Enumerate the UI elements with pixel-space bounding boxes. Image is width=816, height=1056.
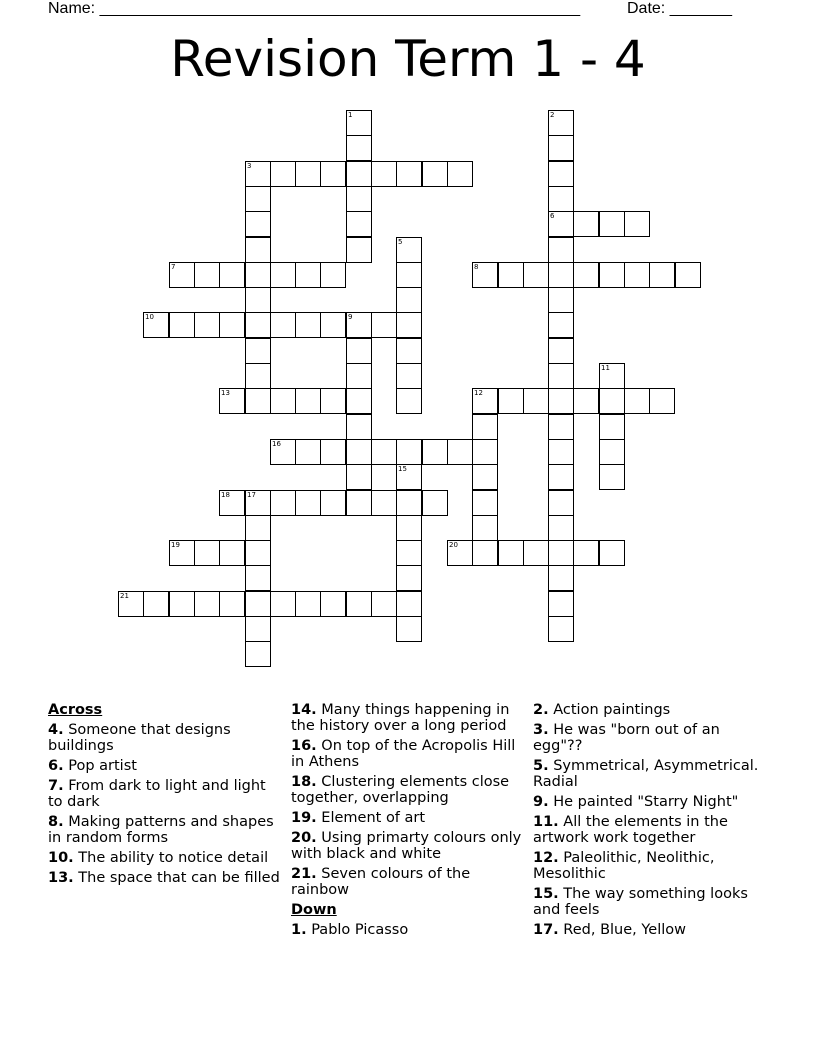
grid-cell[interactable] bbox=[548, 464, 574, 490]
grid-cell[interactable] bbox=[320, 312, 346, 338]
grid-cell[interactable] bbox=[219, 388, 245, 414]
grid-cell[interactable] bbox=[396, 363, 422, 389]
grid-cell[interactable] bbox=[295, 262, 321, 288]
grid-cell[interactable] bbox=[270, 262, 296, 288]
clue-item bbox=[48, 778, 284, 810]
grid-cell[interactable] bbox=[346, 388, 372, 414]
grid-cell[interactable] bbox=[270, 439, 296, 465]
clue-item bbox=[48, 814, 284, 846]
grid-cell[interactable] bbox=[219, 540, 245, 566]
grid-cell[interactable] bbox=[346, 439, 372, 465]
clue-number: 9 bbox=[348, 313, 353, 321]
grid-cell[interactable] bbox=[396, 338, 422, 364]
grid-cell[interactable] bbox=[245, 388, 271, 414]
grid-cell[interactable] bbox=[447, 439, 473, 465]
clue-item-text: The way something looks and feels bbox=[533, 886, 748, 918]
grid-cell[interactable] bbox=[245, 641, 271, 667]
grid-cell[interactable] bbox=[422, 161, 448, 187]
grid-cell[interactable] bbox=[346, 186, 372, 212]
grid-cell[interactable] bbox=[346, 161, 372, 187]
clue-number: 5 bbox=[398, 238, 403, 246]
clue-number: 17 bbox=[247, 491, 256, 499]
clue-item-number: 14. bbox=[291, 702, 317, 718]
clue-item bbox=[533, 794, 769, 810]
grid-cell[interactable] bbox=[548, 515, 574, 541]
grid-cell[interactable] bbox=[245, 211, 271, 237]
grid-cell[interactable] bbox=[472, 464, 498, 490]
grid-cell[interactable] bbox=[346, 110, 372, 136]
clue-item bbox=[48, 758, 284, 774]
grid-cell[interactable] bbox=[295, 439, 321, 465]
grid-cell[interactable] bbox=[270, 490, 296, 516]
grid-cell[interactable] bbox=[371, 439, 397, 465]
grid-cell[interactable] bbox=[548, 414, 574, 440]
grid-cell[interactable] bbox=[599, 211, 625, 237]
grid-cell[interactable] bbox=[396, 490, 422, 516]
clue-number: 18 bbox=[221, 491, 230, 499]
grid-cell[interactable] bbox=[346, 237, 372, 263]
clue-item-number: 21. bbox=[291, 866, 317, 882]
grid-cell[interactable] bbox=[599, 363, 625, 389]
grid-cell[interactable] bbox=[396, 262, 422, 288]
grid-cell[interactable] bbox=[245, 363, 271, 389]
grid-cell[interactable] bbox=[245, 591, 271, 617]
grid-cell[interactable] bbox=[245, 515, 271, 541]
grid-cell[interactable] bbox=[548, 540, 574, 566]
grid-cell[interactable] bbox=[548, 591, 574, 617]
grid-cell[interactable] bbox=[396, 312, 422, 338]
grid-cell[interactable] bbox=[270, 591, 296, 617]
grid-cell[interactable] bbox=[447, 161, 473, 187]
grid-cell[interactable] bbox=[320, 490, 346, 516]
clue-item-number: 11. bbox=[533, 814, 559, 830]
grid-cell[interactable] bbox=[548, 110, 574, 136]
grid-cell[interactable] bbox=[245, 186, 271, 212]
grid-cell[interactable] bbox=[396, 565, 422, 591]
grid-cell[interactable] bbox=[219, 490, 245, 516]
clue-number: 13 bbox=[221, 389, 230, 397]
clue-item bbox=[533, 922, 769, 938]
page-title: Revision Term 1 - 4 bbox=[170, 30, 646, 88]
grid-cell[interactable] bbox=[371, 490, 397, 516]
clue-number: 1 bbox=[348, 111, 353, 119]
clue-item-number: 20. bbox=[291, 830, 317, 846]
clue-item bbox=[291, 922, 527, 938]
grid-cell[interactable] bbox=[396, 616, 422, 642]
clue-item-number: 13. bbox=[48, 870, 74, 886]
grid-cell[interactable] bbox=[396, 287, 422, 313]
clue-item-text: Element of art bbox=[316, 810, 426, 826]
grid-cell[interactable] bbox=[548, 363, 574, 389]
clue-item-text: Many things happening in the history over a long period bbox=[291, 702, 510, 734]
grid-cell[interactable] bbox=[624, 388, 650, 414]
grid-cell[interactable] bbox=[143, 591, 169, 617]
grid-cell[interactable] bbox=[548, 388, 574, 414]
across-heading: Across bbox=[48, 702, 103, 718]
grid-cell[interactable] bbox=[396, 591, 422, 617]
clue-item bbox=[533, 814, 769, 846]
clue-item-number: 3. bbox=[533, 722, 549, 738]
clues-column-2 bbox=[291, 702, 527, 942]
clue-item-text: The space that can be filled bbox=[73, 870, 280, 886]
clue-item bbox=[291, 810, 527, 826]
grid-cell[interactable] bbox=[245, 262, 271, 288]
grid-cell[interactable] bbox=[396, 388, 422, 414]
clue-item-text: He was "born out of an egg"?? bbox=[533, 722, 720, 754]
grid-cell[interactable] bbox=[472, 262, 498, 288]
grid-cell[interactable] bbox=[548, 565, 574, 591]
clue-item-text: Using primarty colours only with black and white bbox=[291, 830, 522, 862]
grid-cell[interactable] bbox=[295, 388, 321, 414]
clue-item-text: Clustering elements close together, overlapping bbox=[291, 774, 510, 806]
grid-cell[interactable] bbox=[346, 591, 372, 617]
grid-cell[interactable] bbox=[194, 540, 220, 566]
grid-cell[interactable] bbox=[498, 540, 524, 566]
grid-cell[interactable] bbox=[270, 312, 296, 338]
clue-item-number: 12. bbox=[533, 850, 559, 866]
grid-cell[interactable] bbox=[346, 338, 372, 364]
grid-cell[interactable] bbox=[118, 591, 144, 617]
clue-item-text: The ability to notice detail bbox=[73, 850, 269, 866]
clue-item-text: Pop artist bbox=[63, 758, 137, 774]
grid-cell[interactable] bbox=[245, 490, 271, 516]
grid-cell[interactable] bbox=[169, 540, 195, 566]
grid-cell[interactable] bbox=[548, 287, 574, 313]
clue-item-text: He painted "Starry Night" bbox=[548, 794, 739, 810]
clue-item-number: 19. bbox=[291, 810, 317, 826]
grid-cell[interactable] bbox=[270, 161, 296, 187]
clue-number: 21 bbox=[120, 592, 129, 600]
grid-cell[interactable] bbox=[548, 439, 574, 465]
clue-item bbox=[291, 830, 527, 862]
clue-number: 3 bbox=[247, 162, 252, 170]
grid-cell[interactable] bbox=[295, 312, 321, 338]
clue-item-text: Action paintings bbox=[548, 702, 671, 718]
clue-item bbox=[533, 886, 769, 918]
grid-cell[interactable] bbox=[548, 135, 574, 161]
clue-item bbox=[533, 722, 769, 754]
clue-number: 15 bbox=[398, 465, 407, 473]
clue-item-number: 18. bbox=[291, 774, 317, 790]
clues-column-3 bbox=[533, 702, 769, 942]
grid-cell[interactable] bbox=[472, 388, 498, 414]
clue-item bbox=[48, 722, 284, 754]
grid-cell[interactable] bbox=[548, 338, 574, 364]
grid-cell[interactable] bbox=[245, 616, 271, 642]
grid-cell[interactable] bbox=[396, 464, 422, 490]
grid-cell[interactable] bbox=[396, 439, 422, 465]
clue-item-text: Pablo Picasso bbox=[306, 922, 409, 938]
clue-item-text: Seven colours of the rainbow bbox=[291, 866, 471, 898]
grid-cell[interactable] bbox=[245, 237, 271, 263]
name-field-line[interactable]: Name: ______________________________________________________ bbox=[48, 0, 581, 17]
grid-cell[interactable] bbox=[219, 312, 245, 338]
grid-cell[interactable] bbox=[548, 262, 574, 288]
clue-item bbox=[291, 866, 527, 898]
grid-cell[interactable] bbox=[245, 338, 271, 364]
grid-cell[interactable] bbox=[498, 262, 524, 288]
clue-item-number: 1. bbox=[291, 922, 307, 938]
clue-item-number: 15. bbox=[533, 886, 559, 902]
clue-item-text: All the elements in the artwork work together bbox=[533, 814, 728, 846]
grid-cell[interactable] bbox=[649, 388, 675, 414]
grid-cell[interactable] bbox=[346, 464, 372, 490]
clues-column-1 bbox=[48, 702, 284, 890]
clue-number: 16 bbox=[272, 440, 281, 448]
grid-cell[interactable] bbox=[346, 211, 372, 237]
clue-item-number: 2. bbox=[533, 702, 549, 718]
grid-cell[interactable] bbox=[523, 540, 549, 566]
clue-item-number: 10. bbox=[48, 850, 74, 866]
grid-cell[interactable] bbox=[523, 262, 549, 288]
clue-item-number: 7. bbox=[48, 778, 64, 794]
clue-item-text: Paleolithic, Neolithic, Mesolithic bbox=[533, 850, 715, 882]
clue-item-text: Making patterns and shapes in random forms bbox=[48, 814, 274, 846]
grid-cell[interactable] bbox=[573, 388, 599, 414]
grid-cell[interactable] bbox=[548, 312, 574, 338]
grid-cell[interactable] bbox=[422, 439, 448, 465]
grid-cell[interactable] bbox=[599, 262, 625, 288]
grid-cell[interactable] bbox=[422, 490, 448, 516]
grid-cell[interactable] bbox=[346, 414, 372, 440]
grid-cell[interactable] bbox=[245, 565, 271, 591]
clue-item-text: Symmetrical, Asymmetrical. Radial bbox=[533, 758, 759, 790]
grid-cell[interactable] bbox=[371, 312, 397, 338]
clue-item-number: 8. bbox=[48, 814, 64, 830]
grid-cell[interactable] bbox=[548, 186, 574, 212]
grid-cell[interactable] bbox=[599, 414, 625, 440]
grid-cell[interactable] bbox=[346, 312, 372, 338]
grid-cell[interactable] bbox=[143, 312, 169, 338]
grid-cell[interactable] bbox=[396, 161, 422, 187]
clue-item bbox=[533, 758, 769, 790]
grid-cell[interactable] bbox=[498, 388, 524, 414]
grid-cell[interactable] bbox=[624, 262, 650, 288]
grid-cell[interactable] bbox=[295, 490, 321, 516]
grid-cell[interactable] bbox=[270, 388, 296, 414]
grid-cell[interactable] bbox=[573, 540, 599, 566]
clue-item bbox=[533, 702, 769, 718]
grid-cell[interactable] bbox=[295, 591, 321, 617]
grid-cell[interactable] bbox=[649, 262, 675, 288]
grid-cell[interactable] bbox=[599, 388, 625, 414]
clue-item-number: 5. bbox=[533, 758, 549, 774]
clue-number: 11 bbox=[601, 364, 610, 372]
grid-cell[interactable] bbox=[396, 515, 422, 541]
grid-cell[interactable] bbox=[396, 540, 422, 566]
clue-number: 19 bbox=[171, 541, 180, 549]
clue-item bbox=[291, 702, 527, 734]
clue-item-text: On top of the Acropolis Hill in Athens bbox=[291, 738, 516, 770]
clue-item-text: Red, Blue, Yellow bbox=[558, 922, 687, 938]
grid-cell[interactable] bbox=[472, 414, 498, 440]
grid-cell[interactable] bbox=[320, 161, 346, 187]
grid-cell[interactable] bbox=[245, 287, 271, 313]
grid-cell[interactable] bbox=[194, 262, 220, 288]
grid-cell[interactable] bbox=[320, 439, 346, 465]
grid-cell[interactable] bbox=[320, 388, 346, 414]
grid-cell[interactable] bbox=[472, 540, 498, 566]
grid-cell[interactable] bbox=[245, 312, 271, 338]
grid-cell[interactable] bbox=[548, 616, 574, 642]
grid-cell[interactable] bbox=[194, 591, 220, 617]
clue-item bbox=[533, 850, 769, 882]
grid-cell[interactable] bbox=[523, 388, 549, 414]
clue-item bbox=[48, 870, 284, 886]
grid-cell[interactable] bbox=[573, 262, 599, 288]
clue-item-number: 9. bbox=[533, 794, 549, 810]
grid-cell[interactable] bbox=[675, 262, 701, 288]
grid-cell[interactable] bbox=[548, 211, 574, 237]
grid-cell[interactable] bbox=[245, 540, 271, 566]
grid-cell[interactable] bbox=[219, 262, 245, 288]
clue-item-text: Someone that designs buildings bbox=[48, 722, 231, 754]
grid-cell[interactable] bbox=[169, 312, 195, 338]
grid-cell[interactable] bbox=[624, 211, 650, 237]
clue-number: 7 bbox=[171, 263, 176, 271]
grid-cell[interactable] bbox=[346, 363, 372, 389]
grid-cell[interactable] bbox=[472, 490, 498, 516]
grid-cell[interactable] bbox=[599, 540, 625, 566]
clue-item-number: 6. bbox=[48, 758, 64, 774]
clue-item bbox=[48, 850, 284, 866]
grid-cell[interactable] bbox=[396, 237, 422, 263]
grid-cell[interactable] bbox=[548, 161, 574, 187]
date-field-line[interactable]: Date: _______ bbox=[627, 0, 732, 17]
grid-cell[interactable] bbox=[548, 490, 574, 516]
clue-item bbox=[291, 738, 527, 770]
grid-cell[interactable] bbox=[599, 439, 625, 465]
clue-item bbox=[291, 774, 527, 806]
clue-item-number: 16. bbox=[291, 738, 317, 754]
clue-item-number: 4. bbox=[48, 722, 64, 738]
grid-cell[interactable] bbox=[320, 262, 346, 288]
grid-cell[interactable] bbox=[346, 490, 372, 516]
clue-number: 10 bbox=[145, 313, 154, 321]
grid-cell[interactable] bbox=[573, 211, 599, 237]
grid-cell[interactable] bbox=[548, 237, 574, 263]
grid-cell[interactable] bbox=[245, 161, 271, 187]
clue-item-number: 17. bbox=[533, 922, 559, 938]
down-heading: Down bbox=[291, 902, 337, 918]
clue-number: 6 bbox=[550, 212, 555, 220]
grid-cell[interactable] bbox=[371, 161, 397, 187]
grid-cell[interactable] bbox=[320, 591, 346, 617]
grid-cell[interactable] bbox=[346, 135, 372, 161]
clue-number: 20 bbox=[449, 541, 458, 549]
clue-number: 2 bbox=[550, 111, 555, 119]
grid-cell[interactable] bbox=[194, 312, 220, 338]
grid-cell[interactable] bbox=[169, 591, 195, 617]
grid-cell[interactable] bbox=[371, 591, 397, 617]
clue-item-text: From dark to light and light to dark bbox=[48, 778, 266, 810]
clue-number: 12 bbox=[474, 389, 483, 397]
grid-cell[interactable] bbox=[447, 540, 473, 566]
grid-cell[interactable] bbox=[219, 591, 245, 617]
grid-cell[interactable] bbox=[169, 262, 195, 288]
grid-cell[interactable] bbox=[295, 161, 321, 187]
clue-number: 8 bbox=[474, 263, 479, 271]
grid-cell[interactable] bbox=[472, 439, 498, 465]
grid-cell[interactable] bbox=[599, 464, 625, 490]
grid-cell[interactable] bbox=[472, 515, 498, 541]
